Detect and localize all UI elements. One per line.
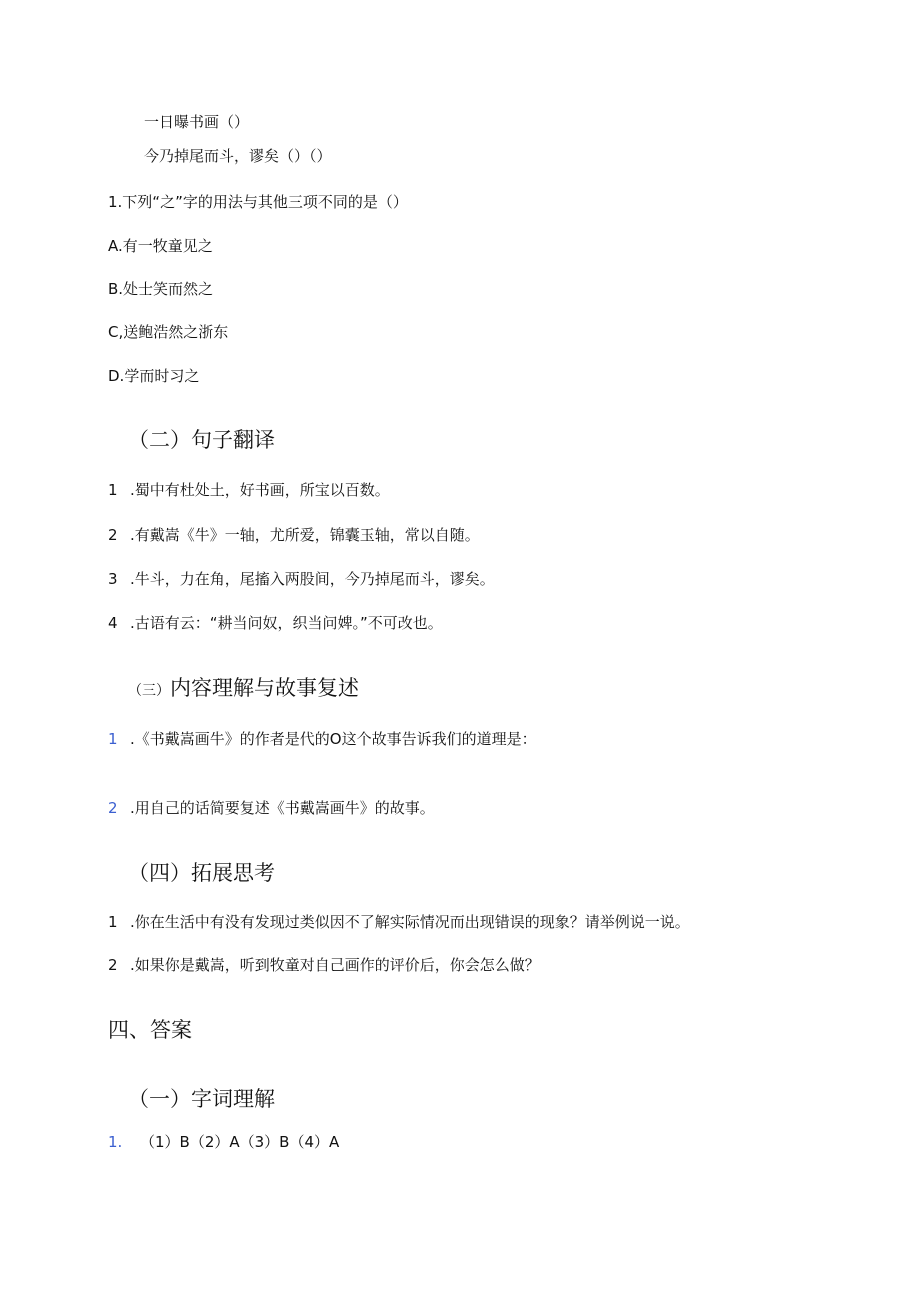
item-text: .《书戴嵩画牛》的作者是代的O这个故事告诉我们的道理是：: [130, 730, 537, 748]
section-2-item-2: [108, 525, 480, 545]
answer-line-1: [108, 1132, 339, 1152]
item-number: 2: [108, 526, 118, 544]
question-zhi: 1.下列“之”字的用法与其他三项不同的是（）: [108, 193, 408, 211]
item-text: .有戴嵩《牛》一轴，尤所爱，锦囊玉轴，常以自随。: [130, 526, 480, 544]
section-3-heading: [128, 674, 359, 705]
item-text: .如果你是戴嵩，听到牧童对自己画作的评价后，你会怎么做？: [130, 956, 540, 974]
answer-text: （1）B（2）A（3）B（4）A: [140, 1133, 340, 1151]
section-2-item-3: [108, 569, 495, 589]
item-number: 1: [108, 730, 118, 748]
prompt-line-1: 一日曝书画（）: [144, 113, 250, 131]
item-number: 2: [108, 956, 118, 974]
section-3-item-2: [108, 798, 435, 818]
item-text: .古语有云：“耕当问奴，织当问婢。”不可改也。: [130, 614, 443, 632]
item-number: 1: [108, 913, 118, 931]
section-2-item-4: [108, 613, 443, 633]
prompt-line-2: 今乃掉尾而斗，谬矣（）（）: [144, 147, 332, 165]
section-2-item-1: [108, 480, 390, 500]
item-number: 2: [108, 799, 118, 817]
option-d: D.学而时习之: [108, 367, 200, 385]
item-text: .牛斗，力在角，尾搐入两股间，今乃掉尾而斗，谬矣。: [130, 570, 495, 588]
section-4-item-2: [108, 955, 540, 975]
section-3-item-1: [108, 729, 537, 749]
answers-subheading: （一）字词理解: [128, 1087, 275, 1111]
option-c: C,送鲍浩然之浙东: [108, 323, 229, 341]
section-4-heading: （四）拓展思考: [128, 861, 275, 885]
answers-heading: 四、答案: [108, 1018, 192, 1042]
section-4-item-1: [108, 912, 690, 932]
section-3-prefix: （三）: [128, 683, 170, 699]
item-number: 1.: [108, 1133, 123, 1151]
section-2-heading: （二）句子翻译: [128, 428, 275, 452]
item-number: 4: [108, 614, 118, 632]
item-text: .蜀中有杜处土，好书画，所宝以百数。: [130, 481, 390, 499]
item-text: .你在生活中有没有发现过类似因不了解实际情况而出现错误的现象？请举例说一说。: [130, 913, 690, 931]
option-b: B.处士笑而然之: [108, 280, 214, 298]
section-3-title: 内容理解与故事复述: [170, 676, 359, 700]
item-text: .用自己的话简要复述《书戴嵩画牛》的故事。: [130, 799, 435, 817]
item-number: 1: [108, 481, 118, 499]
item-number: 3: [108, 570, 118, 588]
option-a: A.有一牧童见之: [108, 237, 213, 255]
